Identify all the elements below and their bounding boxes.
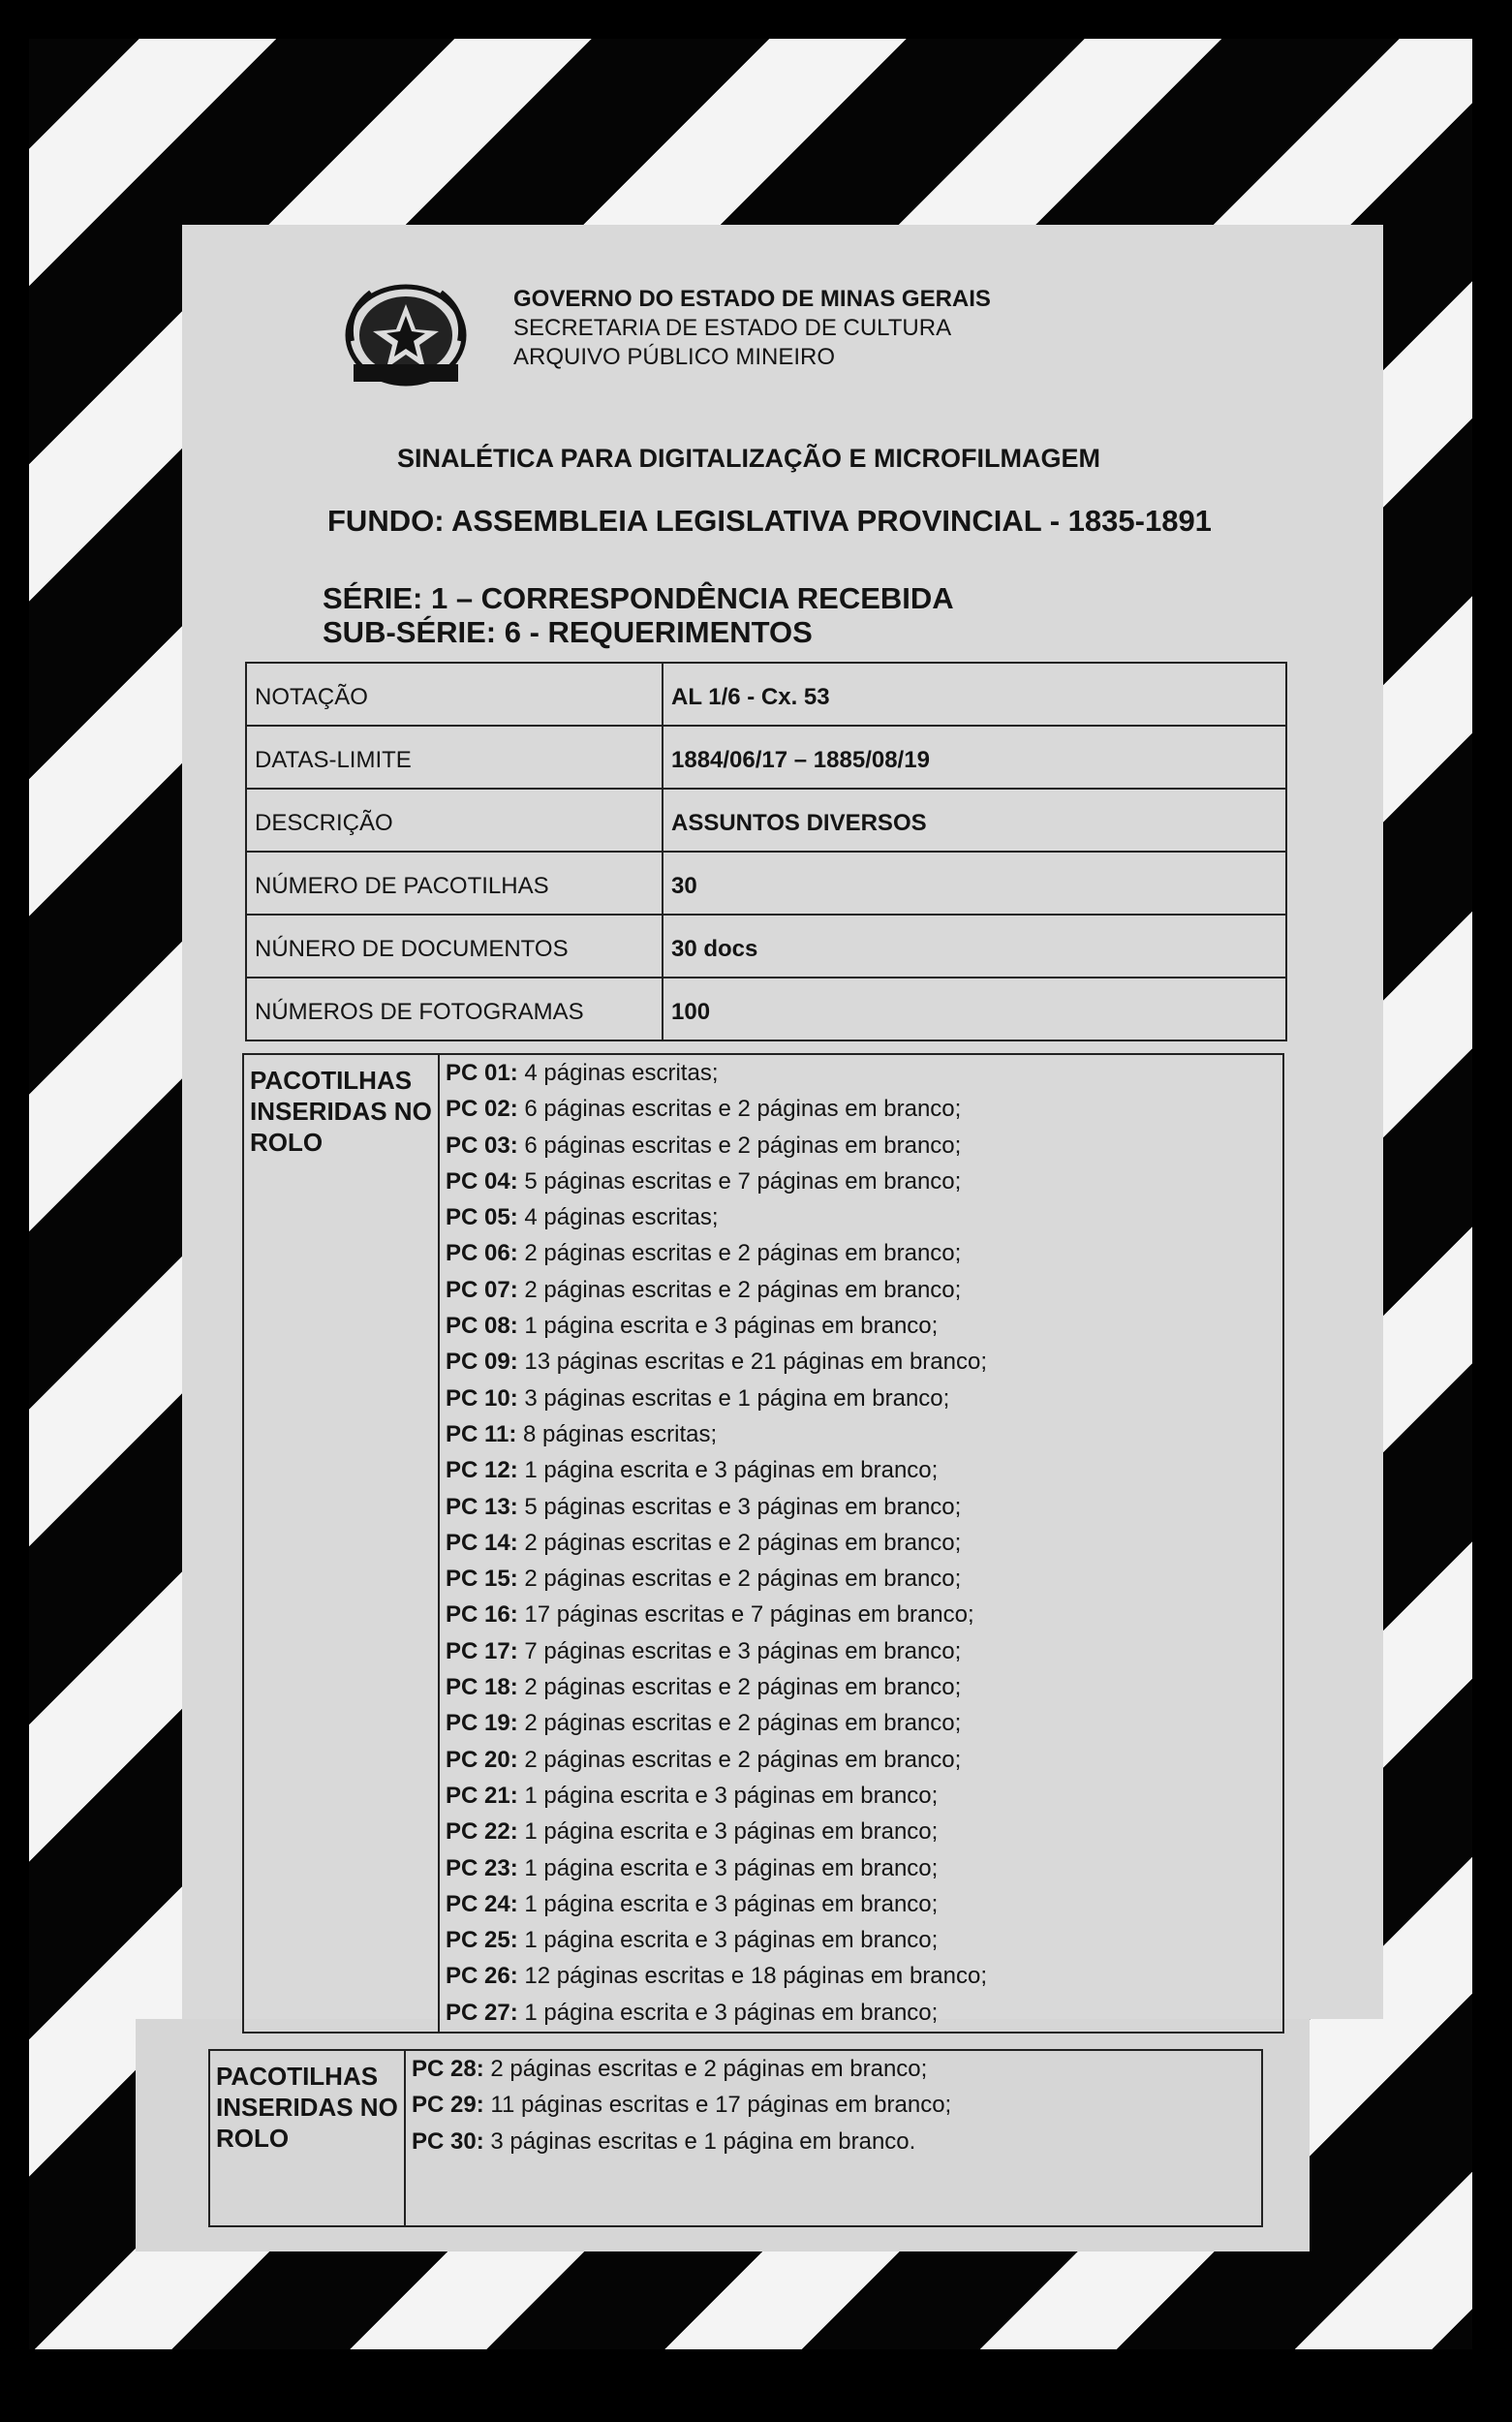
- pacotilha-description: 4 páginas escritas;: [517, 1060, 719, 1086]
- list-item: [446, 1164, 987, 1199]
- pacotilha-description: 2 páginas escritas e 2 páginas em branco;: [517, 1276, 962, 1303]
- list-item: [446, 1308, 987, 1344]
- pacotilha-code: PC 23:: [446, 1854, 518, 1881]
- pacotilha-description: 2 páginas escritas e 2 páginas em branco;: [517, 1566, 962, 1593]
- list-item: [446, 1958, 987, 1994]
- list-item: [446, 1922, 987, 1958]
- frame-bottom-band: [0, 2349, 1512, 2422]
- info-value: 100: [663, 978, 1286, 1040]
- pacotilha-code: PC 18:: [446, 1674, 518, 1701]
- table-row: [246, 915, 1286, 978]
- fundo-heading: FUNDO: ASSEMBLEIA LEGISLATIVA PROVINCIAL - 1835-1891: [327, 504, 1212, 538]
- pacotilha-description: 2 páginas escritas e 2 páginas em branco;: [517, 1240, 962, 1267]
- pacotilha-description: 4 páginas escritas;: [517, 1204, 719, 1231]
- header-secretariat: SECRETARIA DE ESTADO DE CULTURA: [513, 315, 952, 341]
- list-item: [446, 1705, 987, 1741]
- pacotilhas-label-cell: [210, 2051, 406, 2225]
- pacotilha-code: PC 10:: [446, 1384, 518, 1412]
- pacotilha-code: PC 22:: [446, 1818, 518, 1846]
- pacotilhas-box-2: [208, 2049, 1263, 2227]
- pacotilha-code: PC 19:: [446, 1710, 518, 1737]
- pacotilha-code: PC 26:: [446, 1963, 518, 1990]
- pacotilha-description: 3 páginas escritas e 1 página em branco;: [517, 1384, 950, 1412]
- pacotilhas-label-cell: [244, 1055, 440, 2032]
- pacotilha-code: PC 24:: [446, 1890, 518, 1917]
- pacotilha-code: PC 17:: [446, 1637, 518, 1664]
- coat-of-arms-icon: [342, 283, 470, 391]
- pacotilha-description: 13 páginas escritas e 21 páginas em branco;: [517, 1349, 988, 1376]
- pacotilha-description: 1 página escrita e 3 páginas em branco;: [517, 1313, 939, 1340]
- list-item: [446, 1778, 987, 1814]
- list-item: [446, 1525, 987, 1561]
- document-title: SINALÉTICA PARA DIGITALIZAÇÃO E MICROFILMAGEM: [397, 444, 1100, 473]
- info-value: 30: [663, 852, 1286, 915]
- info-label: NÚMEROS DE FOTOGRAMAS: [246, 978, 663, 1040]
- list-item: [446, 1850, 987, 1886]
- serie-heading: SÉRIE: 1 – CORRESPONDÊNCIA RECEBIDA: [323, 581, 954, 615]
- subserie-heading: SUB-SÉRIE: 6 - REQUERIMENTOS: [323, 615, 813, 649]
- list-item: [446, 1669, 987, 1705]
- info-label: NÚMERO DE PACOTILHAS: [246, 852, 663, 915]
- pacotilha-description: 5 páginas escritas e 3 páginas em branco;: [517, 1493, 962, 1520]
- pacotilha-description: 12 páginas escritas e 18 páginas em branco;: [517, 1963, 988, 1990]
- pacotilhas-list: [412, 2051, 951, 2159]
- list-item: [446, 1272, 987, 1308]
- pacotilha-description: 2 páginas escritas e 2 páginas em branco;: [517, 1529, 962, 1556]
- info-value: 30 docs: [663, 915, 1286, 978]
- list-item: [446, 1199, 987, 1235]
- pacotilha-code: PC 30:: [412, 2127, 484, 2155]
- list-item: [446, 1344, 987, 1380]
- pacotilha-description: 2 páginas escritas e 2 páginas em branco;: [517, 1746, 962, 1773]
- pacotilha-code: PC 13:: [446, 1493, 518, 1520]
- pacotilha-code: PC 14:: [446, 1529, 518, 1556]
- pacotilha-code: PC 25:: [446, 1927, 518, 1954]
- frame-left-band: [0, 0, 29, 2422]
- info-label: NOTAÇÃO: [246, 663, 663, 726]
- info-value: 1884/06/17 – 1885/08/19: [663, 726, 1286, 789]
- pacotilhas-box-1: [242, 1053, 1284, 2034]
- list-item: [446, 1561, 987, 1597]
- info-value: AL 1/6 - Cx. 53: [663, 663, 1286, 726]
- list-item: [412, 2124, 951, 2159]
- list-item: [446, 1814, 987, 1849]
- institution-header: [513, 285, 991, 372]
- pacotilha-code: PC 28:: [412, 2056, 484, 2082]
- pacotilhas-label: PACOTILHAS INSERIDAS NO ROLO: [216, 2062, 398, 2153]
- pacotilha-description: 1 página escrita e 3 páginas em branco;: [517, 1890, 939, 1917]
- pacotilha-code: PC 08:: [446, 1313, 518, 1340]
- pacotilha-code: PC 15:: [446, 1566, 518, 1593]
- table-row: [246, 663, 1286, 726]
- pacotilha-description: 1 página escrita e 3 páginas em branco;: [517, 1854, 939, 1881]
- pacotilha-description: 5 páginas escritas e 7 páginas em branco;: [517, 1167, 962, 1195]
- frame-top-band: [0, 0, 1512, 39]
- info-value: ASSUNTOS DIVERSOS: [663, 789, 1286, 852]
- pacotilha-code: PC 01:: [446, 1060, 518, 1086]
- frame-right-band: [1472, 0, 1512, 2422]
- table-row: [246, 789, 1286, 852]
- table-row: [246, 852, 1286, 915]
- table-row: [246, 978, 1286, 1040]
- pacotilha-code: PC 16:: [446, 1601, 518, 1629]
- info-label: DESCRIÇÃO: [246, 789, 663, 852]
- list-item: [446, 1091, 987, 1127]
- list-item: [446, 1381, 987, 1416]
- pacotilha-description: 2 páginas escritas e 2 páginas em branco;: [483, 2056, 928, 2082]
- pacotilha-code: PC 12:: [446, 1457, 518, 1484]
- pacotilha-description: 1 página escrita e 3 páginas em branco;: [517, 1457, 939, 1484]
- info-label: DATAS-LIMITE: [246, 726, 663, 789]
- pacotilha-description: 3 páginas escritas e 1 página em branco.: [483, 2127, 916, 2155]
- pacotilha-code: PC 29:: [412, 2092, 484, 2119]
- pacotilha-code: PC 05:: [446, 1204, 518, 1231]
- pacotilha-description: 11 páginas escritas e 17 páginas em branco;: [483, 2092, 952, 2119]
- list-item: [412, 2051, 951, 2087]
- pacotilha-description: 1 página escrita e 3 páginas em branco;: [517, 1782, 939, 1809]
- serie-block: [323, 581, 954, 649]
- pacotilha-code: PC 11:: [446, 1420, 517, 1447]
- pacotilha-code: PC 04:: [446, 1167, 518, 1195]
- pacotilha-code: PC 07:: [446, 1276, 518, 1303]
- pacotilha-description: 2 páginas escritas e 2 páginas em branco;: [517, 1710, 962, 1737]
- list-item: [446, 1742, 987, 1778]
- info-table: [245, 662, 1287, 1041]
- list-item: [446, 1633, 987, 1669]
- pacotilha-code: PC 27:: [446, 1999, 518, 2026]
- pacotilha-code: PC 03:: [446, 1132, 518, 1159]
- pacotilha-description: 8 páginas escritas;: [516, 1420, 718, 1447]
- list-item: [446, 1995, 987, 2031]
- pacotilha-description: 1 página escrita e 3 páginas em branco;: [517, 1818, 939, 1846]
- list-item: [446, 1452, 987, 1488]
- pacotilha-description: 17 páginas escritas e 7 páginas em branco;: [517, 1601, 974, 1629]
- pacotilha-code: PC 21:: [446, 1782, 518, 1809]
- list-item: [412, 2087, 951, 2123]
- list-item: [446, 1128, 987, 1164]
- pacotilha-code: PC 20:: [446, 1746, 518, 1773]
- info-label: NÚNERO DE DOCUMENTOS: [246, 915, 663, 978]
- pacotilha-description: 7 páginas escritas e 3 páginas em branco;: [517, 1637, 962, 1664]
- list-item: [446, 1416, 987, 1452]
- list-item: [446, 1235, 987, 1271]
- header-government: GOVERNO DO ESTADO DE MINAS GERAIS: [513, 286, 991, 312]
- header-archive: ARQUIVO PÚBLICO MINEIRO: [513, 344, 836, 370]
- table-row: [246, 726, 1286, 789]
- pacotilha-code: PC 06:: [446, 1240, 518, 1267]
- pacotilha-description: 6 páginas escritas e 2 páginas em branco;: [517, 1132, 962, 1159]
- pacotilha-description: 1 página escrita e 3 páginas em branco;: [517, 1999, 939, 2026]
- pacotilha-code: PC 02:: [446, 1096, 518, 1123]
- list-item: [446, 1597, 987, 1632]
- pacotilha-description: 6 páginas escritas e 2 páginas em branco;: [517, 1096, 962, 1123]
- pacotilhas-label: PACOTILHAS INSERIDAS NO ROLO: [250, 1066, 432, 1157]
- pacotilha-code: PC 09:: [446, 1349, 518, 1376]
- list-item: [446, 1055, 987, 1091]
- list-item: [446, 1886, 987, 1922]
- list-item: [446, 1489, 987, 1525]
- pacotilha-description: 2 páginas escritas e 2 páginas em branco;: [517, 1674, 962, 1701]
- pacotilhas-list: [446, 1055, 987, 2031]
- pacotilha-description: 1 página escrita e 3 páginas em branco;: [517, 1927, 939, 1954]
